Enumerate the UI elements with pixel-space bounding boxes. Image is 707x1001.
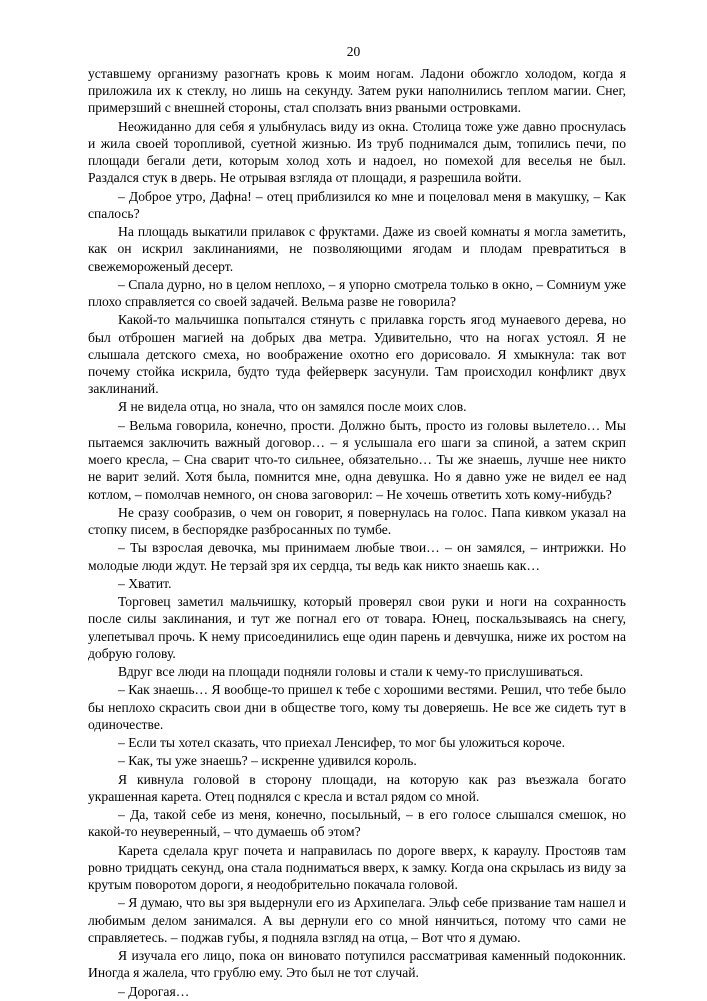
paragraph: Я изучала его лицо, пока он виновато потупился рассматривая каменный подоконник. Иногда я жалела, что грублю ему. Это был не тот случай. [88,948,626,981]
paragraph: Какой-то мальчишка попытался стянуть с прилавка горсть ягод мунаевого дерева, но был отброшен магией на добрых два метра. Удивительно, что на ногах устоял. Я не слышала детского смеха, но воображение охотно его дорисовало. Я хмыкнула: так вот почему стойка искрила, будто туда фейерверк засунули. Там происходил конфликт двух заклинаний. [88,312,626,397]
paragraph: – Да, такой себе из меня, конечно, посыльный, – в его голосе слышался смешок, но какой-то неуверенный, – что думаешь об этом? [88,807,626,840]
paragraph: – Дорогая… [118,983,190,999]
paragraph: Вдруг все люди на площади подняли головы и стали к чему-то прислушиваться. [118,664,584,680]
paragraph: Не сразу сообразив, о чем он говорит, я повернулась на голос. Папа кивком указал на стопку писем, в беспорядке разбросанных по тумбе. [88,504,626,538]
paragraph: Я не видела отца, но знала, что он замялся после моих слов. [118,399,467,415]
paragraph: Я кивнула головой в сторону площади, на которую как раз въезжала богато украшенная карета. Отец поднялся с кресла и встал рядом со мной. [88,771,626,804]
paragraph: На площадь выкатили прилавок с фруктами. Даже из своей комнаты я могла заметить, как он искрил заклинаниями, не позволяющими ягодам и плодам превратиться в свежемороженый десерт. [88,224,626,274]
paragraph: – Ты взрослая девочка, мы принимаем любые твои… – он замялся, – интрижки. Но молодые люди ждут. Не терзай зря их сердца, ты ведь как никто знаешь как… [88,540,626,573]
paragraph: – Хватит. [118,575,172,591]
paragraph: Неожиданно для себя я улыбнулась виду из окна. Столица тоже уже давно проснулась и жила своей торопливой, суетной жизнью. Из труб поднимался дым, топились печи, по площади бегали дети, которым холод хоть и надоел, но помехой для веселья не был. Раздался стук в дверь. Не отрывая взгляда от площади, я разрешила войти. [88,118,626,186]
paragraph: – Вельма говорила, конечно, прости. Должно быть, просто из головы вылетело… Мы пытаемся заключить важный договор… – я услышала его шаги за спиной, а затем скрип моего кресла, – Сна сварит что-то сильнее, обязательно… Ты же знаешь, лучше нее никто не варит зелий. Хотя была, помнится мне, одна девушка. Но я давно уже не видел ее над котлом, – помолчав немного, он снова заговорил: – Не хочешь ответить хоть кому-нибудь? [88,417,626,502]
paragraph: – Как знаешь… Я вообще-то пришел к тебе с хорошими вестями. Решил, что тебе было бы неплохо скрасить свои дни в обществе того, кому ты доверяешь. Не все же сидеть тут в одиночестве. [88,682,626,732]
paragraph: – Доброе утро, Дафна! – отец приблизился ко мне и поцеловал меня в макушку, – Как спалось? [88,188,626,221]
paragraph: Торговец заметил мальчишку, который проверял свои руки и ноги на сохранность после силы заклинания, и тут же погнал его от товара. Юнец, поскальзываясь на снегу, улепетывал прочь. К нему присоединились еще один парень и девчушка, ниже их ростом на добрую голову. [88,594,626,661]
paragraph: – Как, ты уже знаешь? – искренне удивился король. [118,753,417,769]
text-body [88,65,626,1001]
page-number: 20 [346,44,361,59]
paragraph: – Если ты хотел сказать, что приехал Ленсифер, то мог бы уложиться короче. [118,735,566,751]
paragraph: Карета сделала круг почета и направилась по дороге вверх, к караулу. Простояв там ровно тридцать секунд, она стала подниматься вверх, к замку. Когда она скрылась из виду за крутым поворотом дороги, я неодобрительно покачала головой. [88,842,626,893]
paragraph: – Я думаю, что вы зря выдернули его из Архипелага. Эльф себе призвание там нашел и любимым делом занимался. А вы дернули его со мной нянчиться, потому что сами не справляетесь. – поджав губы, я подняла взгляд на отца, – Вот что я думаю. [88,895,626,945]
paragraph: уставшему организму разогнать кровь к моим ногам. Ладони обожгло холодом, когда я приложила их к стеклу, но лишь на секунду. Затем руки наполнились теплом магии. Снег, примерзший с внешней стороны, стал сползать вниз рваными островками. [88,66,626,116]
paragraph: – Спала дурно, но в целом неплохо, – я упорно смотрела только в окно, – Сомниум уже плохо справляется со своей задачей. Вельма разве не говорила? [88,276,626,310]
